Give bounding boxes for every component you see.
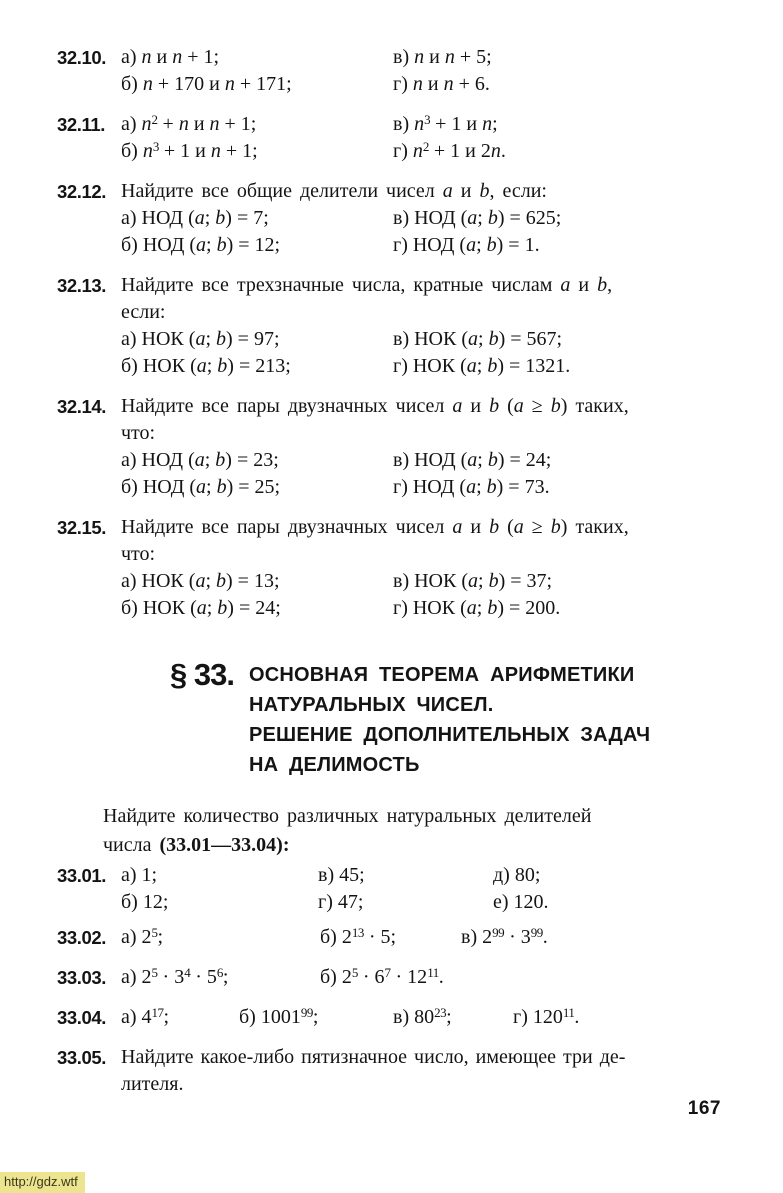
item-v: в) НОК (a; b) = 567; [393, 328, 563, 350]
item-b: б) НОК (a; b) = 24; [121, 597, 281, 619]
problem-33-02 [57, 924, 721, 951]
item-a: а) НОД (a; b) = 23; [121, 449, 279, 471]
exercise-group-intro: Найдите количество различных натуральных делителей числа (33.01—33.04): [103, 805, 592, 856]
item-a: а) $n^2 + n$ и n + 1; [121, 112, 257, 135]
item-b: б) $2^{13} \cdot 5$; [320, 925, 397, 948]
problem-body [121, 178, 721, 259]
problem-32-12 [57, 178, 721, 259]
item-b: б) НОД (a; b) = 12; [121, 234, 281, 256]
item-b: б) 12; [121, 891, 169, 913]
item-e: е) 120. [493, 891, 549, 913]
item-g: г) $n^2 + 1$ и 2n. [393, 139, 506, 162]
problem-intro: Найдите все пары двузначных чисел a и b (a ≥ b) таких, что: [121, 395, 629, 444]
item-v: в) НОД (a; b) = 625; [393, 207, 562, 229]
problem-number: 32.10. [57, 47, 107, 68]
problem-intro: Найдите все пары двузначных чисел a и b (a ≥ b) таких, что: [121, 516, 629, 565]
problem-32-15 [57, 514, 721, 622]
item-v: в) $n^3 + 1$ и n; [393, 112, 498, 135]
problem-body [121, 111, 721, 165]
exercise-group-33 [57, 802, 721, 1098]
problem-33-04 [57, 1004, 721, 1031]
item-a: а) n и n + 1; [121, 46, 220, 68]
section-number: § 33. [170, 657, 234, 692]
problem-32-13 [57, 272, 721, 380]
problem-number: 33.03. [57, 967, 107, 988]
problem-number: 32.11. [57, 114, 106, 135]
item-g: г) НОК (a; b) = 1321. [393, 355, 571, 377]
item-g: г) НОД (a; b) = 1. [393, 234, 540, 256]
problem-body [121, 924, 721, 951]
item-b: б) n + 170 и n + 171; [121, 73, 292, 95]
section-heading [170, 657, 721, 780]
item-b: б) 1001$^{99}$; [239, 1005, 319, 1028]
item-a: а) $4^{17}$; [121, 1005, 170, 1028]
problem-number: 33.01. [57, 865, 107, 886]
problem-body [121, 964, 721, 991]
item-v: в) НОД (a; b) = 24; [393, 449, 552, 471]
item-g: г) НОД (a; b) = 73. [393, 476, 550, 498]
item-a: а) 1; [121, 864, 158, 886]
item-d: д) 80; [493, 864, 541, 886]
item-v: в) $80^{23}$; [393, 1005, 452, 1028]
item-b: б) $2^5 \cdot 6^7 \cdot 12^{11}$. [320, 965, 444, 988]
problem-32-11 [57, 111, 721, 165]
problem-number: 32.15. [57, 517, 107, 538]
problem-intro: Найдите все общие делители чисел a и b, если: [121, 180, 547, 202]
item-b: б) $n^3 + 1$ и n + 1; [121, 139, 258, 162]
problem-body [121, 514, 721, 622]
problem-body [121, 862, 721, 916]
problem-body [121, 1004, 721, 1031]
problem-33-01 [57, 862, 721, 916]
watermark-url: http://gdz.wtf [0, 1172, 85, 1193]
item-b: б) НОК (a; b) = 213; [121, 355, 291, 377]
problem-body [121, 393, 721, 501]
item-a: а) НОД (a; b) = 7; [121, 207, 269, 229]
item-a: а) НОК (a; b) = 13; [121, 570, 280, 592]
problem-number: 32.12. [57, 181, 107, 202]
item-g: г) 47; [318, 891, 364, 913]
problem-number: 33.04. [57, 1007, 107, 1028]
item-b: б) НОД (a; b) = 25; [121, 476, 281, 498]
problem-32-14 [57, 393, 721, 501]
problem-32-10 [57, 44, 721, 98]
problem-number: 32.14. [57, 396, 107, 417]
item-v: в) НОК (a; b) = 37; [393, 570, 553, 592]
item-a: а) $2^5 \cdot 3^4 \cdot 5^6$; [121, 965, 229, 988]
item-v: в) 45; [318, 864, 365, 886]
problem-number: 33.05. [57, 1047, 107, 1068]
item-v: в) n и n + 5; [393, 46, 492, 68]
section-title: ОСНОВНАЯ ТЕОРЕМА АРИФМЕТИКИ НАТУРАЛЬНЫХ ЧИСЕЛ. РЕШЕНИЕ ДОПОЛНИТЕЛЬНЫХ ЗАДАЧ НА ДЕЛИМОСТЬ [248, 664, 651, 776]
problem-intro: Найдите все трехзначные числа, кратные числам a и b, если: [121, 274, 613, 323]
problem-33-03 [57, 964, 721, 991]
item-g: г) НОК (a; b) = 200. [393, 597, 561, 619]
problem-number: 32.13. [57, 275, 107, 296]
problem-body [121, 272, 721, 380]
item-v: в) $2^{99} \cdot 3^{99}$. [461, 925, 548, 948]
problem-text: Найдите какое-либо пятизначное число, имеющее три де- лителя. [121, 1046, 626, 1095]
problem-33-05 [57, 1044, 721, 1098]
problem-number: 33.02. [57, 927, 107, 948]
problem-body [121, 1044, 721, 1098]
item-a: а) НОК (a; b) = 97; [121, 328, 280, 350]
page-number: 167 [687, 1098, 721, 1119]
problem-body [121, 44, 721, 98]
item-g: г) n и n + 6. [393, 73, 490, 95]
item-a: а) $2^5$; [121, 925, 164, 948]
item-g: г) $120^{11}$. [513, 1005, 580, 1028]
